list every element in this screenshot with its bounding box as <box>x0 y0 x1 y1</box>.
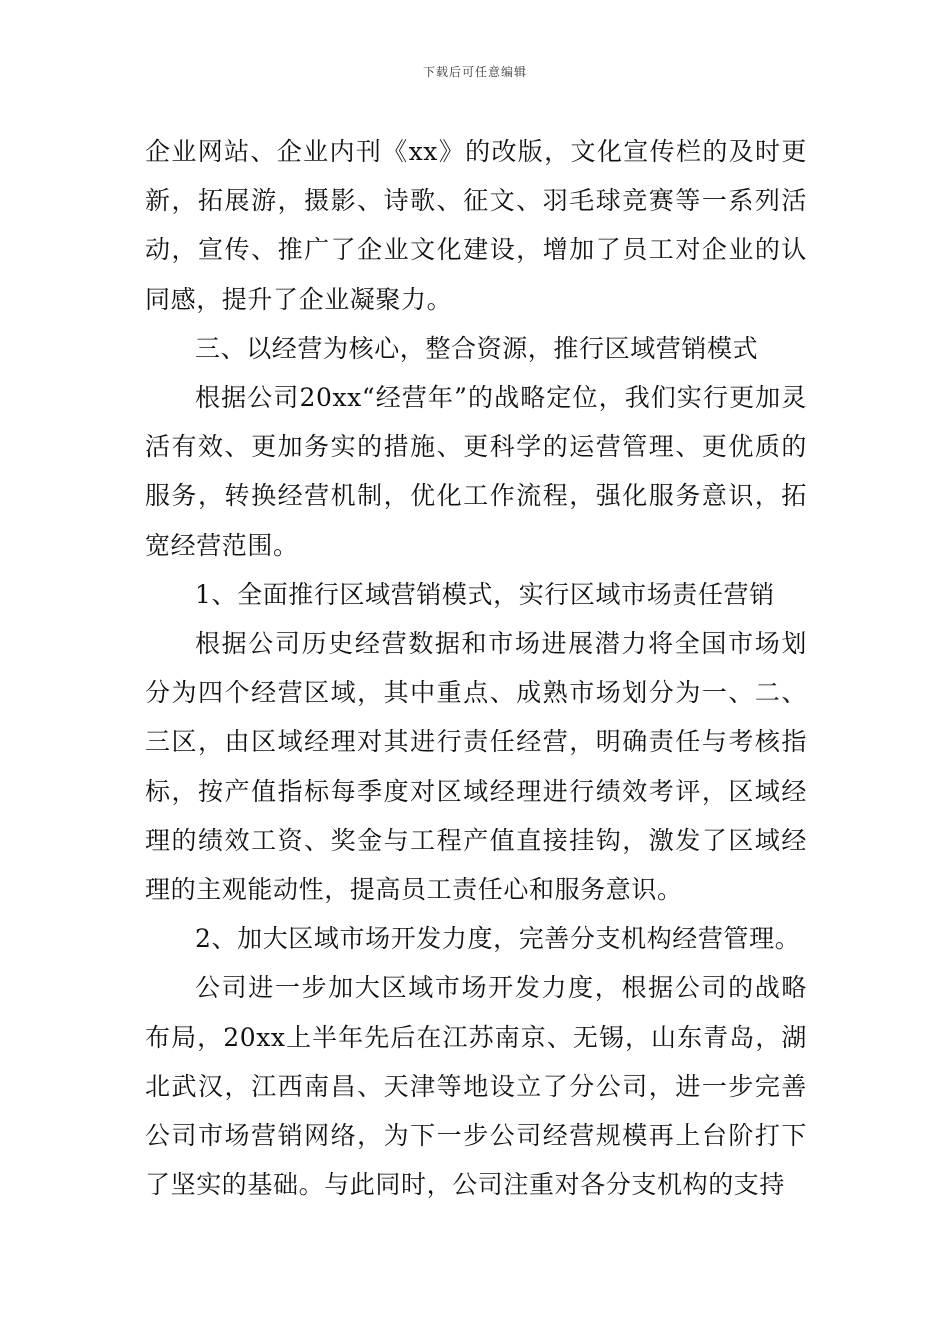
paragraph-market-regions: 根据公司历史经营数据和市场进展潜力将全国市场划分为四个经营区域，其中重点、成熟市场划分为一、二、三区，由区域经理对其进行责任经营，明确责任与考核指标，按产值指标每季度对区域经理进行绩效考评，区域经理的绩效工资、奖金与工程产值直接挂钩，激发了区域经理的主观能动性，提高员工责任心和服务意识。 <box>145 629 807 905</box>
subheading-branch-management: 2、加大区域市场开发力度，完善分支机构经营管理。 <box>195 924 801 954</box>
document-body <box>145 127 807 1209</box>
paragraph-business-year-strategy: 根据公司20xx“经营年”的战略定位，我们实行更加灵活有效、更加务实的措施、更科学的运营管理、更优质的服务，转换经营机制，优化工作流程，强化服务意识，拓宽经营范围。 <box>145 383 807 560</box>
paragraph-culture-activities: 企业网站、企业内刊《xx》的改版，文化宣传栏的及时更新，拓展游，摄影、诗歌、征文、羽毛球竞赛等一系列活动，宣传、推广了企业文化建设，增加了员工对企业的认同感，提升了企业凝聚力。 <box>145 137 807 314</box>
section-heading-regional-marketing: 三、以经营为核心，整合资源，推行区域营销模式 <box>195 333 759 363</box>
page-header-note: 下载后可任意编辑 <box>422 65 527 79</box>
subheading-regional-responsibility: 1、全面推行区域营销模式，实行区域市场责任营销 <box>195 579 775 609</box>
paragraph-branch-offices: 公司进一步加大区域市场开发力度，根据公司的战略布局，20xx上半年先后在江苏南京、无锡，山东青岛，湖北武汉，江西南昌、天津等地设立了分公司，进一步完善公司市场营销网络，为下一步公司经营规模再上台阶打下了坚实的基础。与此同时，公司注重对各分支机构的支持 <box>145 973 807 1200</box>
